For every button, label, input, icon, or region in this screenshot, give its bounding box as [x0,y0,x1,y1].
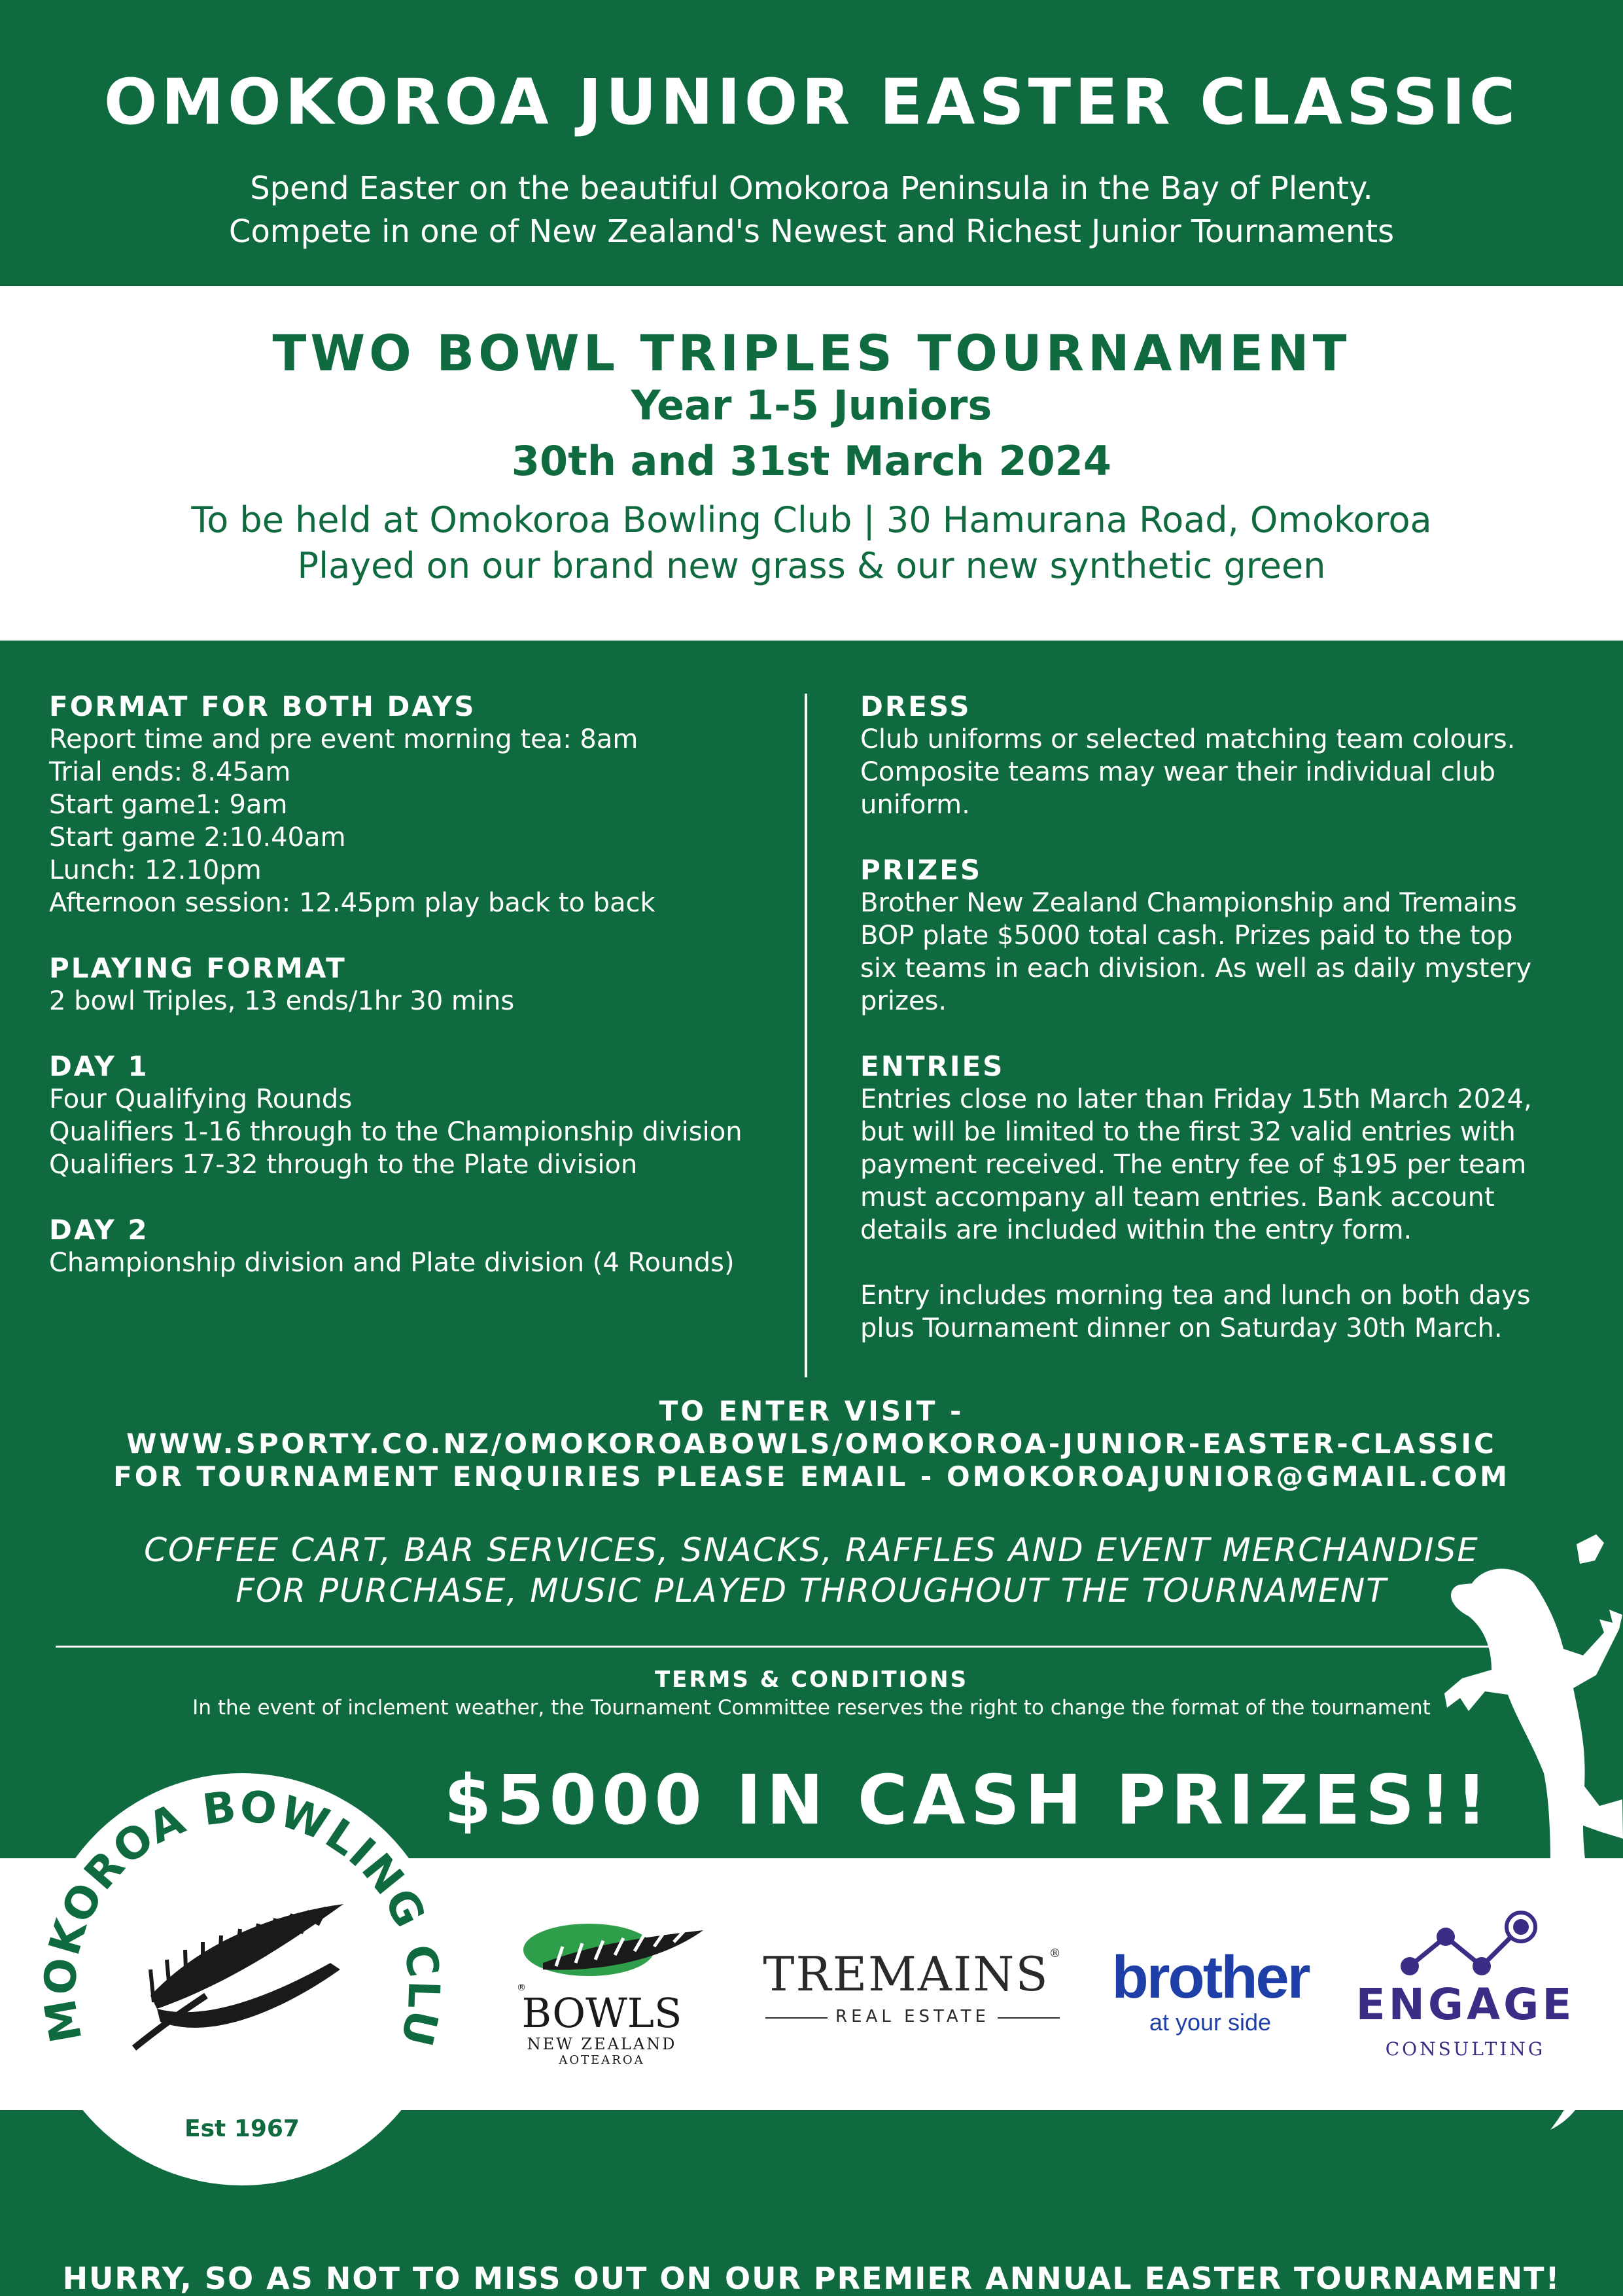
format-line: Afternoon session: 12.45pm play back to back [49,888,655,918]
column-divider [805,694,807,1377]
bowls-nz-logo [517,1917,713,2068]
tremains-rule-right [998,2017,1060,2019]
day1-line: Qualifiers 17-32 through to the Plate division [49,1150,638,1180]
entry-url-link[interactable]: WWW.SPORTY.CO.NZ/OMOKOROABOWLS/OMOKOROA-JUNIOR-EASTER-CLASSIC [126,1428,1497,1460]
venue-line-1: To be held at Omokoroa Bowling Club | 30 Hamurana Road, Omokoroa [191,499,1432,540]
format-line: Start game1: 9am [49,790,288,820]
prizes-line: Brother New Zealand Championship and Tremains [860,888,1517,918]
format-line: Report time and pre event morning tea: 8am [49,724,638,754]
engage-logo [1341,1907,1590,2071]
day2-line: Championship division and Plate division (4 Rounds) [49,1248,735,1278]
terms-body: In the event of inclement weather, the Tournament Committee reserves the right to change the format of the tournament [192,1696,1431,1720]
venue-line-2: Played on our brand new grass & our new synthetic green [297,545,1326,586]
format-line: Lunch: 12.10pm [49,855,262,885]
day1-heading: DAY 1 [49,1050,149,1082]
prizes-line: prizes. [860,986,947,1016]
extras-line-2: FOR PURCHASE, MUSIC PLAYED THROUGHOUT THE TOURNAMENT [236,1572,1387,1610]
day2-heading: DAY 2 [49,1214,149,1246]
silver-fern-icon [134,1904,343,2048]
entries-extra-line: Entry includes morning tea and lunch on both days [860,1280,1531,1311]
enter-visit-label: TO ENTER VISIT - [659,1395,964,1427]
extras-info [0,1530,1623,1611]
format-line: Start game 2:10.40am [49,822,346,853]
prizes-line: six teams in each division. As well as daily mystery [860,953,1532,983]
tremains-name-text: TREMAINS [763,1947,1049,2002]
entries-extra-line: plus Tournament dinner on Saturday 30th March. [860,1313,1503,1343]
cash-prizes-banner: $5000 IN CASH PRIZES!! [444,1760,1493,1840]
brother-name: brother [1111,1944,1309,2011]
entries-line: but will be limited to the first 32 valid entries with [860,1117,1516,1147]
tournament-venue [0,497,1623,589]
entries-line: Entries close no later than Friday 15th March 2024, [860,1084,1532,1114]
playing-format-heading: PLAYING FORMAT [49,952,347,984]
tournament-title: TWO BOWL TRIPLES TOURNAMENT [272,324,1351,382]
hurry-banner: HURRY, SO AS NOT TO MISS OUT ON OUR PREMIER ANNUAL EASTER TOURNAMENT! [62,2261,1561,2296]
bowls-nz-mark: ® [517,1983,526,1993]
enquiry-email-link[interactable]: FOR TOURNAMENT ENQUIRIES PLEASE EMAIL - OMOKOROAJUNIOR@GMAIL.COM [113,1460,1510,1492]
event-subtitle [0,167,1623,253]
entries-heading: ENTRIES [860,1050,1005,1082]
left-column [49,690,788,1279]
terms-divider [56,1646,1547,1648]
event-title: OMOKOROA JUNIOR EASTER CLASSIC [103,65,1520,139]
club-logo-svg [36,1773,448,2185]
day1-line: Four Qualifying Rounds [49,1084,353,1114]
subtitle-line-2: Compete in one of New Zealand's Newest and Richest Junior Tournaments [228,213,1395,250]
subtitle-line-1: Spend Easter on the beautiful Omokoroa Peninsula in the Bay of Plenty. [250,170,1373,207]
entries-line: must accompany all team entries. Bank account [860,1182,1495,1212]
engage-tagline: CONSULTING [1385,2038,1546,2060]
bowls-nz-line-2: NEW ZEALAND [527,2035,677,2053]
club-logo [36,1773,448,2185]
right-column [860,690,1593,1345]
bowls-nz-fern-icon [517,1917,713,1989]
prizes-heading: PRIZES [860,854,983,886]
tremains-name [759,1947,1066,2002]
club-established: Est 1967 [184,2115,300,2142]
tremains-tagline: REAL ESTATE [835,2007,990,2026]
brother-logo [1106,1943,1315,2035]
tournament-dates: 30th and 31st March 2024 [511,437,1112,485]
engage-name: ENGAGE [1355,1979,1575,2030]
extras-line-1: COFFEE CART, BAR SERVICES, SNACKS, RAFFLES AND EVENT MERCHANDISE [144,1531,1479,1569]
dress-line: uniform. [860,790,970,820]
entries-line: details are included within the entry form. [860,1215,1412,1245]
brother-tagline: at your side [1149,2009,1272,2036]
engage-network-icon [1341,1907,1590,1979]
format-heading: FORMAT FOR BOTH DAYS [49,690,476,722]
bowls-nz-line-3: AOTEAROA [559,2053,645,2067]
dress-line: Composite teams may wear their individual club [860,757,1495,787]
tournament-juniors: Year 1-5 Juniors [631,381,992,429]
terms-heading: TERMS & CONDITIONS [654,1667,969,1693]
prizes-line: BOP plate $5000 total cash. Prizes paid to the top [860,921,1513,951]
format-line: Trial ends: 8.45am [49,757,291,787]
dress-line: Club uniforms or selected matching team colours. [860,724,1516,754]
bowls-nz-name: BOWLS [521,1989,682,2037]
day1-line: Qualifiers 1-16 through to the Championship division [49,1117,742,1147]
dress-heading: DRESS [860,690,971,722]
playing-format-line: 2 bowl Triples, 13 ends/1hr 30 mins [49,986,515,1016]
club-name-path: MOKOROA BOWLING CLU [36,1780,448,2053]
enter-info [0,1395,1623,1493]
entries-line: payment received. The entry fee of $195 per team [860,1150,1527,1180]
tremains-mark: ® [1049,1947,1062,1960]
tremains-logo [759,1947,1066,2032]
